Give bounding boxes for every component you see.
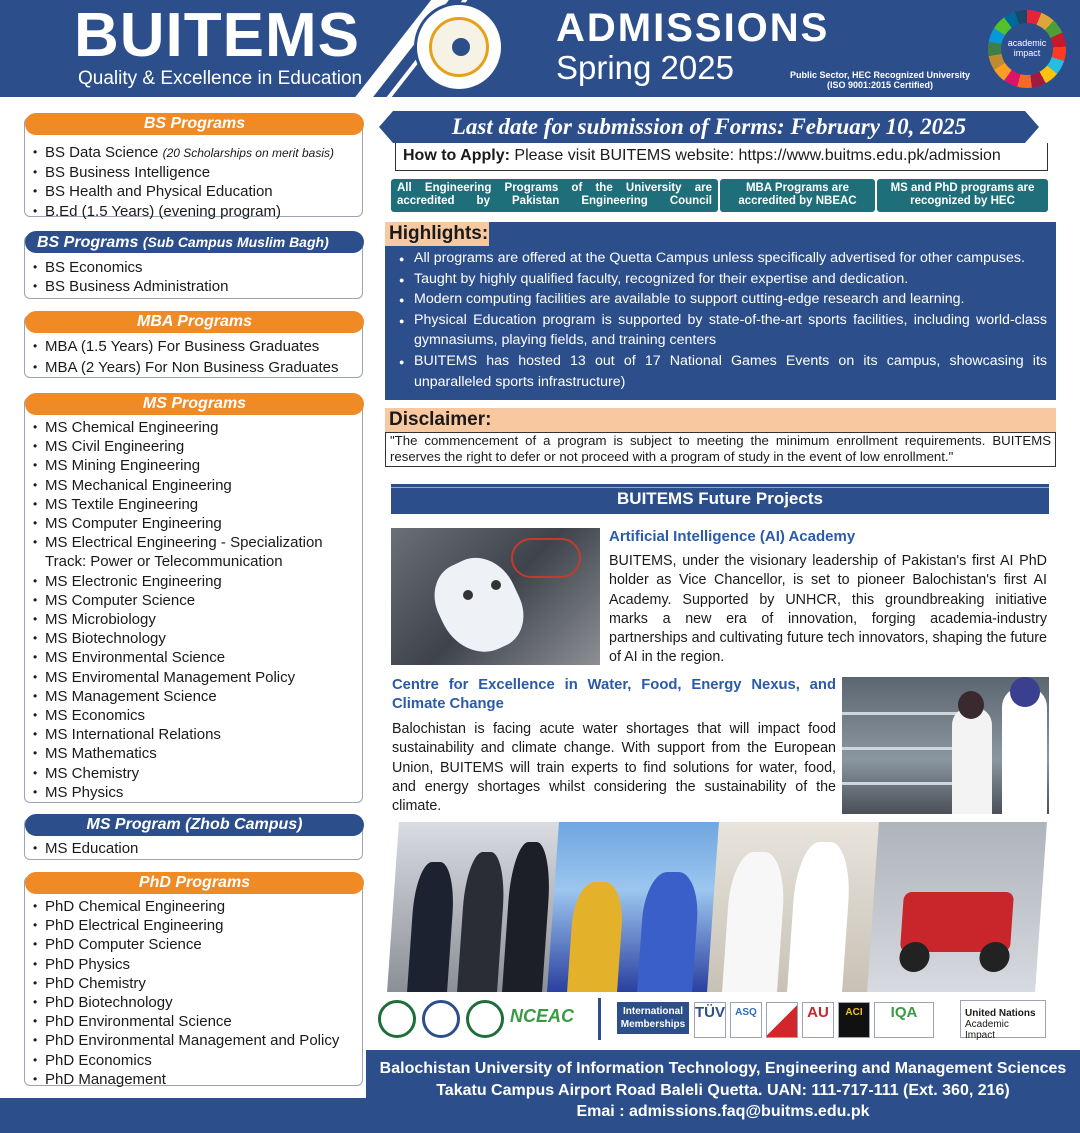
list-item: • MS Environmental Science bbox=[33, 648, 358, 667]
asq-logo: ASQ bbox=[730, 1002, 762, 1038]
university-seal-logo bbox=[414, 2, 504, 92]
academic-impact-line-1: academic bbox=[1007, 38, 1047, 48]
robot-car-wheel bbox=[898, 942, 930, 972]
list-item-continuation: Track: Power or Telecommunication bbox=[45, 553, 283, 571]
bs-programs-box bbox=[24, 115, 363, 220]
list-item: ● Taught by highly qualified faculty, recognized for their expertise and dedication. bbox=[397, 269, 1047, 290]
highlights-title: Highlights: bbox=[385, 222, 489, 246]
how-to-apply-label: How to Apply: bbox=[403, 147, 510, 164]
highlights-list bbox=[397, 248, 1047, 392]
mba-programs-title: MBA Programs bbox=[25, 311, 364, 333]
researcher-head bbox=[958, 691, 984, 719]
highlights-panel bbox=[385, 222, 1056, 400]
robot-eye bbox=[491, 580, 501, 590]
list-item: • MS Mechanical Engineering bbox=[33, 476, 358, 495]
list-item: • PhD Environmental Management and Policy bbox=[33, 1031, 358, 1050]
signing-photo bbox=[387, 822, 565, 992]
footer-address: Takatu Campus Airport Road Baleli Quetta. UAN: 111-717-111 (Ext. 360, 216) bbox=[436, 1081, 1010, 1099]
admissions-title: ADMISSIONS bbox=[556, 6, 830, 50]
accreditation-mba: MBA Programs are accredited by NBEAC bbox=[720, 179, 875, 212]
list-item: • MS Management Science bbox=[33, 687, 358, 706]
list-item: • MS Education bbox=[33, 839, 358, 858]
lab-shelf bbox=[842, 782, 962, 785]
lab-shelf bbox=[842, 747, 962, 750]
list-item: • PhD Management bbox=[33, 1070, 358, 1089]
university-status bbox=[790, 70, 970, 90]
student-figure bbox=[722, 852, 787, 992]
ai-robot-photo bbox=[391, 528, 600, 665]
robot-eye bbox=[463, 590, 473, 600]
list-item: • MBA (1.5 Years) For Business Graduates bbox=[33, 336, 358, 357]
footer-email[interactable]: Emai : admissions.faq@buitms.edu.pk bbox=[576, 1103, 870, 1120]
phd-programs-box bbox=[24, 876, 363, 1086]
ms-zhob-title: MS Program (Zhob Campus) bbox=[25, 814, 364, 836]
ai-academy-title: Artificial Intelligence (AI) Academy bbox=[609, 528, 856, 545]
session-title: Spring 2025 bbox=[556, 49, 734, 86]
footer-university-name: Balochistan University of Information Technology, Engineering and Management Sciences bbox=[379, 1060, 1067, 1077]
how-to-apply bbox=[395, 143, 1048, 171]
list-item: • MBA (2 Years) For Non Business Graduates bbox=[33, 357, 358, 378]
bs-programs-list bbox=[33, 143, 358, 221]
bs-sub-campus-title bbox=[25, 231, 364, 253]
accreditation-engineering: All Engineering Programs of the University are accredited by Pakistan Engineering Council bbox=[391, 179, 718, 212]
list-item: • MS Chemical Engineering bbox=[33, 418, 358, 437]
person-figure bbox=[502, 842, 552, 992]
list-item bbox=[33, 163, 358, 182]
list-item: • MS Computer Science bbox=[33, 591, 358, 610]
list-item: • PhD Chemical Engineering bbox=[33, 897, 358, 916]
list-item: ● BUITEMS has hosted 13 out of 17 National Games Events on its campus, showcasing its unparalleled sports infrastructure) bbox=[397, 351, 1047, 392]
list-item: • PhD Physics bbox=[33, 955, 358, 974]
nbeac-logo bbox=[466, 1000, 504, 1038]
banner-arrow-right bbox=[1025, 111, 1039, 143]
status-line-2: (ISO 9001:2015 Certified) bbox=[827, 80, 934, 90]
academic-impact-line-2: impact bbox=[1013, 48, 1041, 58]
list-item: • PhD Economics bbox=[33, 1051, 358, 1070]
convocation-photo bbox=[547, 822, 725, 992]
list-item: • PhD Biotechnology bbox=[33, 993, 358, 1012]
footer-contact bbox=[366, 1050, 1080, 1133]
un-academic-impact-logo bbox=[960, 1000, 1046, 1041]
person-figure bbox=[407, 862, 456, 992]
hec-logo bbox=[378, 1000, 416, 1038]
robotics-car-photo bbox=[867, 822, 1047, 992]
list-item bbox=[33, 202, 358, 221]
program-label: BS Data Science bbox=[45, 144, 159, 161]
header-banner bbox=[0, 0, 1080, 97]
lab-photo bbox=[842, 677, 1049, 814]
international-memberships-label: International Memberships bbox=[617, 1002, 689, 1034]
list-item: • MS Mathematics bbox=[33, 744, 358, 763]
disclaimer-text: "The commencement of a program is subject to meeting the minimum enrollment requirements. BUITEMS reserves the right to defer or not proceed with a program of study in the event of low enrollment." bbox=[385, 432, 1056, 467]
list-item: • PhD Environmental Science bbox=[33, 1012, 358, 1031]
list-item: • MS Enviromental Management Policy bbox=[33, 668, 358, 687]
memberships-strip bbox=[378, 996, 1050, 1044]
bs-sub-campus-box bbox=[24, 235, 363, 299]
tuv-logo: TÜV bbox=[694, 1002, 726, 1038]
lab-shelf bbox=[842, 712, 962, 715]
list-item: • MS Biotechnology bbox=[33, 629, 358, 648]
mba-programs-box bbox=[24, 315, 363, 378]
list-item: • MS Physics bbox=[33, 783, 358, 802]
list-item: • MS Electrical Engineering - Specialization bbox=[33, 533, 358, 552]
ms-programs-box bbox=[24, 397, 363, 803]
admissions-title-block bbox=[556, 6, 829, 86]
bs-programs-title: BS Programs bbox=[25, 113, 364, 135]
academic-impact-logo bbox=[988, 10, 1066, 88]
academic-impact-label bbox=[1001, 23, 1053, 75]
list-item: ● All programs are offered at the Quetta Campus unless specifically advertised for other campuses. bbox=[397, 248, 1047, 269]
mba-programs-list bbox=[33, 336, 358, 378]
iqa-logo: IQA bbox=[874, 1002, 934, 1038]
seal-emblem bbox=[452, 38, 470, 56]
list-item: • MS International Relations bbox=[33, 725, 358, 744]
pec-logo bbox=[422, 1000, 460, 1038]
program-note: (20 Scholarships on merit basis) bbox=[162, 146, 334, 160]
list-item: • MS Mining Engineering bbox=[33, 456, 358, 475]
un-line-1: United Nations bbox=[965, 1008, 1036, 1019]
phd-programs-title: PhD Programs bbox=[25, 872, 364, 894]
bs-sub-campus-title-note: (Sub Campus Muslim Bagh) bbox=[142, 234, 329, 250]
ms-zhob-box bbox=[24, 818, 363, 860]
program-label: B.Ed (1.5 Years) (evening program) bbox=[45, 202, 281, 220]
bs-sub-campus-list bbox=[33, 258, 358, 296]
deadline-text: Last date for submission of Forms: February 10, 2025 bbox=[451, 114, 967, 139]
water-centre-title: Centre for Excellence in Water, Food, Energy Nexus, and Climate Change bbox=[392, 677, 836, 712]
logos-divider bbox=[598, 998, 601, 1040]
status-line-1: Public Sector, HEC Recognized University bbox=[790, 70, 971, 80]
list-item: • PhD Electrical Engineering bbox=[33, 916, 358, 935]
network-logo bbox=[766, 1002, 798, 1038]
list-item: • MS Chemistry bbox=[33, 764, 358, 783]
graduate-figure bbox=[637, 872, 700, 992]
list-item: • MS Computer Engineering bbox=[33, 514, 358, 533]
banner-arrow-left bbox=[379, 111, 393, 143]
un-line-2: Academic Impact bbox=[965, 1019, 1009, 1041]
how-to-apply-text[interactable]: Please visit BUITEMS website: https://www.buitms.edu.pk/admission bbox=[514, 147, 1001, 164]
ms-programs-title: MS Programs bbox=[25, 393, 364, 415]
brand-block bbox=[74, 1, 374, 90]
researcher-figure bbox=[952, 707, 992, 814]
robot-wires bbox=[511, 538, 581, 578]
list-item: • MS Economics bbox=[33, 706, 358, 725]
program-label: BS Health and Physical Education bbox=[45, 183, 273, 201]
list-item bbox=[33, 143, 358, 163]
deadline-banner bbox=[393, 111, 1025, 143]
aiu-logo: AU bbox=[802, 1002, 834, 1038]
list-item: • MS Electronic Engineering bbox=[33, 572, 358, 591]
graduate-figure bbox=[567, 882, 625, 992]
aci-logo: ACI bbox=[838, 1002, 870, 1038]
robot-car-wheel bbox=[978, 942, 1010, 972]
list-item: • BS Business Administration bbox=[33, 277, 358, 296]
list-item: • PhD Computer Science bbox=[33, 935, 358, 954]
researcher-head bbox=[1010, 677, 1040, 707]
brand-name: BUITEMS bbox=[74, 1, 360, 70]
phd-programs-list bbox=[33, 897, 358, 1089]
water-centre-text: Balochistan is facing acute water shortages that will impact food sustainability and climate change. With support from the European Union, BUITEMS will train experts to find solutions for water, food, and energy shortages whilst considering the sustainability of the climate. bbox=[392, 721, 836, 815]
program-label: BS Business Intelligence bbox=[45, 164, 211, 182]
future-projects-title: BUITEMS Future Projects bbox=[391, 484, 1049, 514]
ai-academy-text: BUITEMS, under the visionary leadership of Pakistan's first AI PhD holder as Vice Chancellor, is set to pioneer Balochistan's first AI Academy. Supported by UNHCR, this groundbreaking initiative marks a new era of innovation, forging academia-industry partnerships and cultivating future tech innovators, shaping the future of AI in the region. bbox=[609, 553, 1047, 666]
list-item: • MS Civil Engineering bbox=[33, 437, 358, 456]
list-item: • MS Microbiology bbox=[33, 610, 358, 629]
list-item: ● Modern computing facilities are available to support cutting-edge research and learning. bbox=[397, 289, 1047, 310]
ms-zhob-list bbox=[33, 839, 358, 858]
accreditation-ms-phd: MS and PhD programs are recognized by HEC bbox=[877, 179, 1048, 212]
disclaimer-title: Disclaimer: bbox=[385, 408, 1056, 432]
nceac-logo: NCEAC bbox=[510, 1006, 575, 1026]
bs-sub-campus-title-main: BS Programs bbox=[37, 234, 139, 251]
list-item: • BS Economics bbox=[33, 258, 358, 277]
list-item: ● Physical Education program is supported by state-of-the-art sports facilities, including world-class gymnasiums, playing fields, and training centers bbox=[397, 310, 1047, 351]
list-item: • MS Textile Engineering bbox=[33, 495, 358, 514]
seal-ring bbox=[429, 17, 489, 77]
ms-programs-list bbox=[33, 418, 358, 802]
laboratory-photo bbox=[707, 822, 885, 992]
brand-tagline: Quality & Excellence in Education bbox=[78, 68, 363, 89]
list-item: • PhD Chemistry bbox=[33, 974, 358, 993]
footer-left-band bbox=[0, 1098, 366, 1133]
person-figure bbox=[457, 852, 507, 992]
student-figure bbox=[787, 842, 852, 992]
list-item bbox=[33, 182, 358, 201]
